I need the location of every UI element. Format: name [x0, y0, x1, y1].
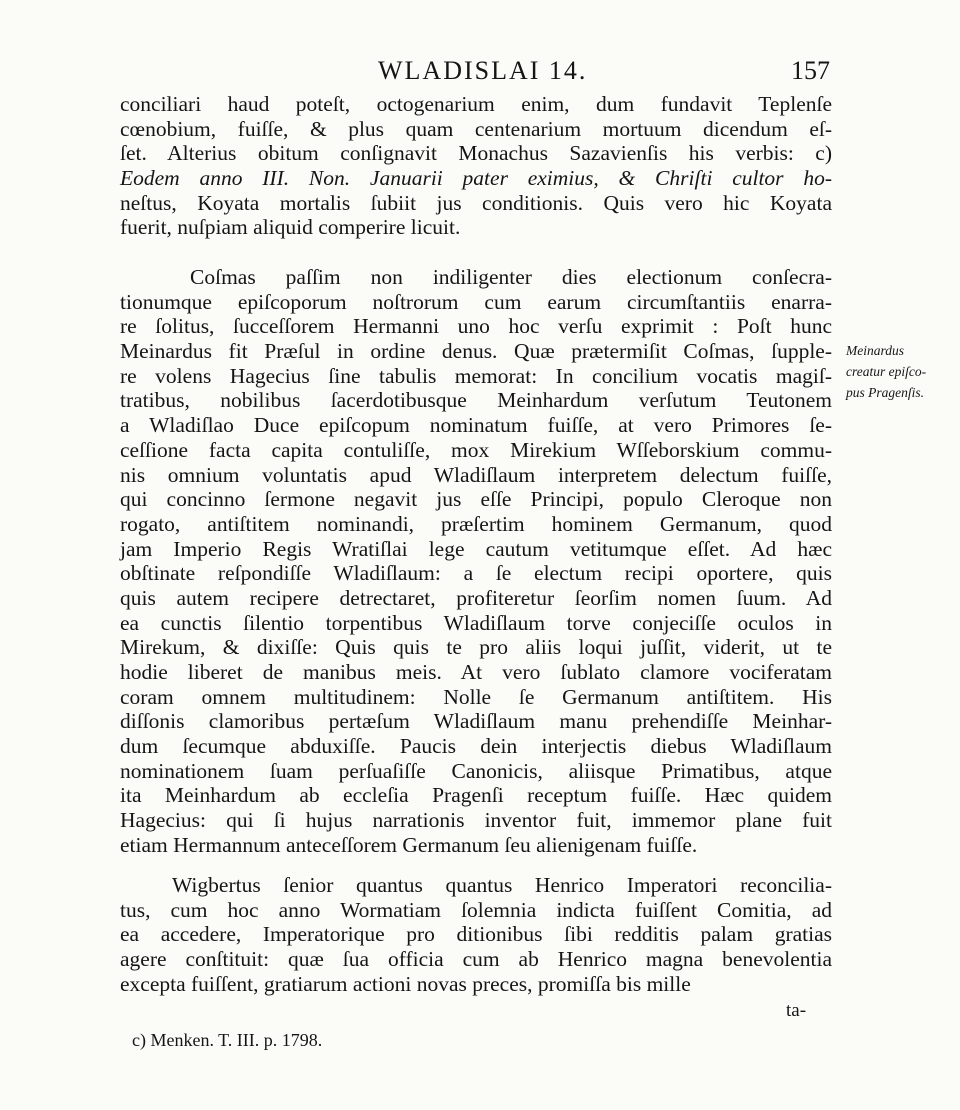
text-line: ita Meinhardum ab eccleſia Pragenſi receptum fuiſſe. Hæc quidem — [120, 783, 832, 808]
page-header — [120, 56, 830, 90]
text-line: tionumque epiſcoporum noſtrorum cum earum circumſtantiis enarra- — [120, 289, 832, 314]
text-line: nominationem ſuam perſuaſiſſe Canonicis, aliisque Primatibus, atque — [120, 758, 832, 783]
text-line: Coſmas paſſim non indiligenter dies electionum conſecra- — [190, 265, 832, 289]
text-line: rogato, antiſtitem nominandi, præſertim hominem Germanum, quod — [120, 511, 832, 536]
paragraph-3 — [120, 873, 832, 996]
text-line: Meinardus fit Præſul in ordine denus. Quæ prætermiſit Coſmas, ſupple- — [120, 339, 832, 364]
text-line: diſſonis clamoribus pertæſum Wladiſlaum manu prehendiſſe Meinhar- — [120, 709, 832, 734]
text-line: Wigbertus ſenior quantus quantus Henrico Imperatori reconcilia- — [172, 873, 832, 897]
text-line: agere conſtituit: quæ ſua officia cum ab Henrico magna benevolentia — [120, 947, 832, 972]
text-line: dum ſecumque abduxiſſe. Paucis dein interjectis diebus Wladiſlaum — [120, 734, 832, 759]
text-line: Hagecius: qui ſi hujus narrationis inventor fuit, immemor plane fuit — [120, 808, 832, 833]
text-line: quis autem recipere detrectaret, profiteretur ſeorſim nomen ſuum. Ad — [120, 585, 832, 610]
text-line: ſet. Alterius obitum conſignavit Monachus Sazavienſis his verbis: c) — [120, 141, 832, 166]
text-line: nis omnium voluntatis apud Wladiſlaum interpretem delectum fuiſſe, — [120, 462, 832, 487]
text-line: ea accedere, Imperatorique pro ditionibus ſibi redditis palam gratias — [120, 922, 832, 947]
text-line: ceſſione facta capita contuliſſe, mox Mirekium Wſſeborskium commu- — [120, 437, 832, 462]
text-line: hodie liberet de manibus meis. At vero ſublato clamore vociferatam — [120, 660, 832, 684]
text-line: Mirekum, & dixiſſe: Quis quis te pro aliis loqui juſſit, viderit, ut te — [120, 635, 832, 660]
text-line: jam Imperio Regis Wratiſlai lege cautum vetitumque eſſet. Ad hæc — [120, 536, 832, 561]
margin-note-line: creatur epiſco- — [846, 364, 927, 379]
text-line: etiam Hermannum anteceſſorem Germanum ſeu alienigenam fuiſſe. — [120, 832, 698, 857]
text-line: tratibus, nobilibus ſacerdotibusque Meinhardum verſutum Teutonem — [120, 388, 832, 413]
margin-note-line: Meinardus — [846, 343, 904, 358]
text-line: tus, cum hoc anno Wormatiam ſolemnia indicta fuiſſent Comitia, ad — [120, 897, 832, 922]
text-line: cœnobium, fuiſſe, & plus quam centenarium mortuum dicendum eſ- — [120, 116, 832, 141]
catchword: ta- — [786, 1000, 807, 1021]
text-line: neſtus, Koyata mortalis ſubiit jus conditionis. Quis vero hic Koyata — [120, 190, 832, 215]
text-line: a Wladiſlao Duce epiſcopum nominatum fuiſſe, at vero Primores ſe- — [120, 413, 832, 438]
text-line: qui concinno ſermone negavit jus eſſe Principi, populo Cleroque non — [120, 487, 832, 512]
footnote: c) Menken. T. III. p. 1798. — [132, 1030, 323, 1050]
text-line: re volens Hagecius ſine tabulis memorat: In concilium vocatis magiſ- — [120, 363, 832, 388]
paragraph-1 — [120, 92, 832, 240]
text-line: re ſolitus, ſucceſſorem Hermanni uno hoc verſu exprimit : Poſt hunc — [120, 314, 832, 339]
text-line-italic: Eodem anno III. Non. Januarii pater eximius, & Chriſti cultor ho- — [120, 166, 832, 191]
margin-note-line: pus Pragenſis. — [846, 385, 925, 400]
page-number: 157 — [791, 56, 830, 85]
text-line: obſtinate reſpondiſſe Wladiſlaum: a ſe electum recipi oportere, quis — [120, 561, 832, 586]
margin-note — [846, 340, 956, 403]
paragraph-2 — [120, 265, 832, 858]
text-line: coram omnem multitudinem: Nolle ſe Germanum antiſtitem. His — [120, 684, 832, 709]
text-line: conciliari haud poteſt, octogenarium enim, dum fundavit Teplenſe — [120, 92, 832, 116]
text-line: fuerit, nuſpiam aliquid comperire licuit. — [120, 215, 461, 240]
text-line: ea cunctis ſilentio torpentibus Wladiſlaum torve conjeciſſe oculos in — [120, 610, 832, 635]
running-title: WLADISLAI 14. — [378, 56, 588, 85]
text-line: excepta fuiſſent, gratiarum actioni novas preces, promiſſa bis mille — [120, 971, 691, 996]
